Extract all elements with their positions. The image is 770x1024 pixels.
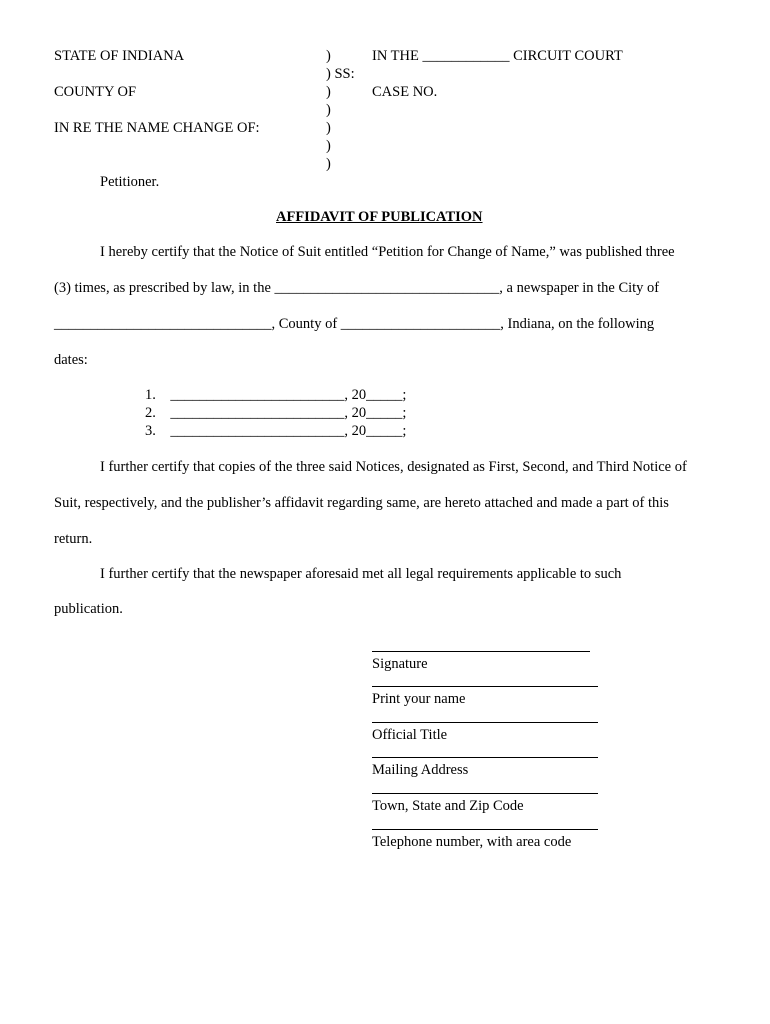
paragraph-2-line-1: I further certify that copies of the three said Notices, designated as First, Second, and Third Notice of [100,459,687,475]
court-line [372,48,623,65]
telephone-line[interactable] [372,829,598,830]
mailing-address-label: Mailing Address [372,762,469,778]
date-year: , 20_____; [344,423,407,439]
date-number: 3. [145,423,156,439]
paragraph-2-line-2: Suit, respectively, and the publisher’s affidavit regarding same, are hereto attached and made a part of this [54,495,669,511]
document-title: AFFIDAVIT OF PUBLICATION [276,209,483,225]
paragraph-3-line-1: I further certify that the newspaper aforesaid met all legal requirements applicable to such [100,566,622,582]
petitioner-label: Petitioner. [100,174,160,190]
date-item-3 [145,423,406,440]
print-name-line[interactable] [372,686,598,687]
print-name-label: Print your name [372,691,466,707]
date-item-1 [145,387,406,404]
state-label: STATE OF INDIANA [54,48,185,64]
date-item-2 [145,405,406,422]
paragraph-1-line-2: (3) times, as prescribed by law, in the _______________________________, a newspaper in the City of [54,280,660,296]
caption-paren: ) [326,138,331,154]
telephone-label: Telephone number, with area code [372,834,572,850]
paragraph-3-line-2: publication. [54,601,123,617]
date-year: , 20_____; [344,405,407,421]
caption-paren: ) [326,156,331,172]
court-suffix: CIRCUIT COURT [513,48,623,64]
court-blank: ____________ [422,48,510,64]
date-blank: ________________________ [170,405,345,421]
caption-paren: ) [326,48,331,64]
case-number-label: CASE NO. [372,84,438,100]
date-number: 2. [145,405,156,421]
mailing-address-line[interactable] [372,757,598,758]
in-re-label: IN RE THE NAME CHANGE OF: [54,120,260,136]
signature-line[interactable] [372,651,590,652]
official-title-line[interactable] [372,722,598,723]
ss-paren: ) SS: [326,66,355,82]
paragraph-2-line-3: return. [54,531,93,547]
date-number: 1. [145,387,156,403]
paragraph-1-line-1: I hereby certify that the Notice of Suit entitled “Petition for Change of Name,” was published three [100,244,675,260]
town-state-zip-label: Town, State and Zip Code [372,798,524,814]
court-prefix: IN THE [372,48,419,64]
caption-paren: ) [326,120,331,136]
paragraph-1-line-4: dates: [54,352,88,368]
date-blank: ________________________ [170,423,345,439]
caption-paren: ) [326,84,331,100]
date-year: , 20_____; [344,387,407,403]
paragraph-1-line-3: ______________________________, County of ______________________, Indiana, on the following [54,316,655,332]
town-state-zip-line[interactable] [372,793,598,794]
date-blank: ________________________ [170,387,345,403]
official-title-label: Official Title [372,727,448,743]
caption-paren: ) [326,102,331,118]
county-label: COUNTY OF [54,84,137,100]
signature-label: Signature [372,656,428,672]
